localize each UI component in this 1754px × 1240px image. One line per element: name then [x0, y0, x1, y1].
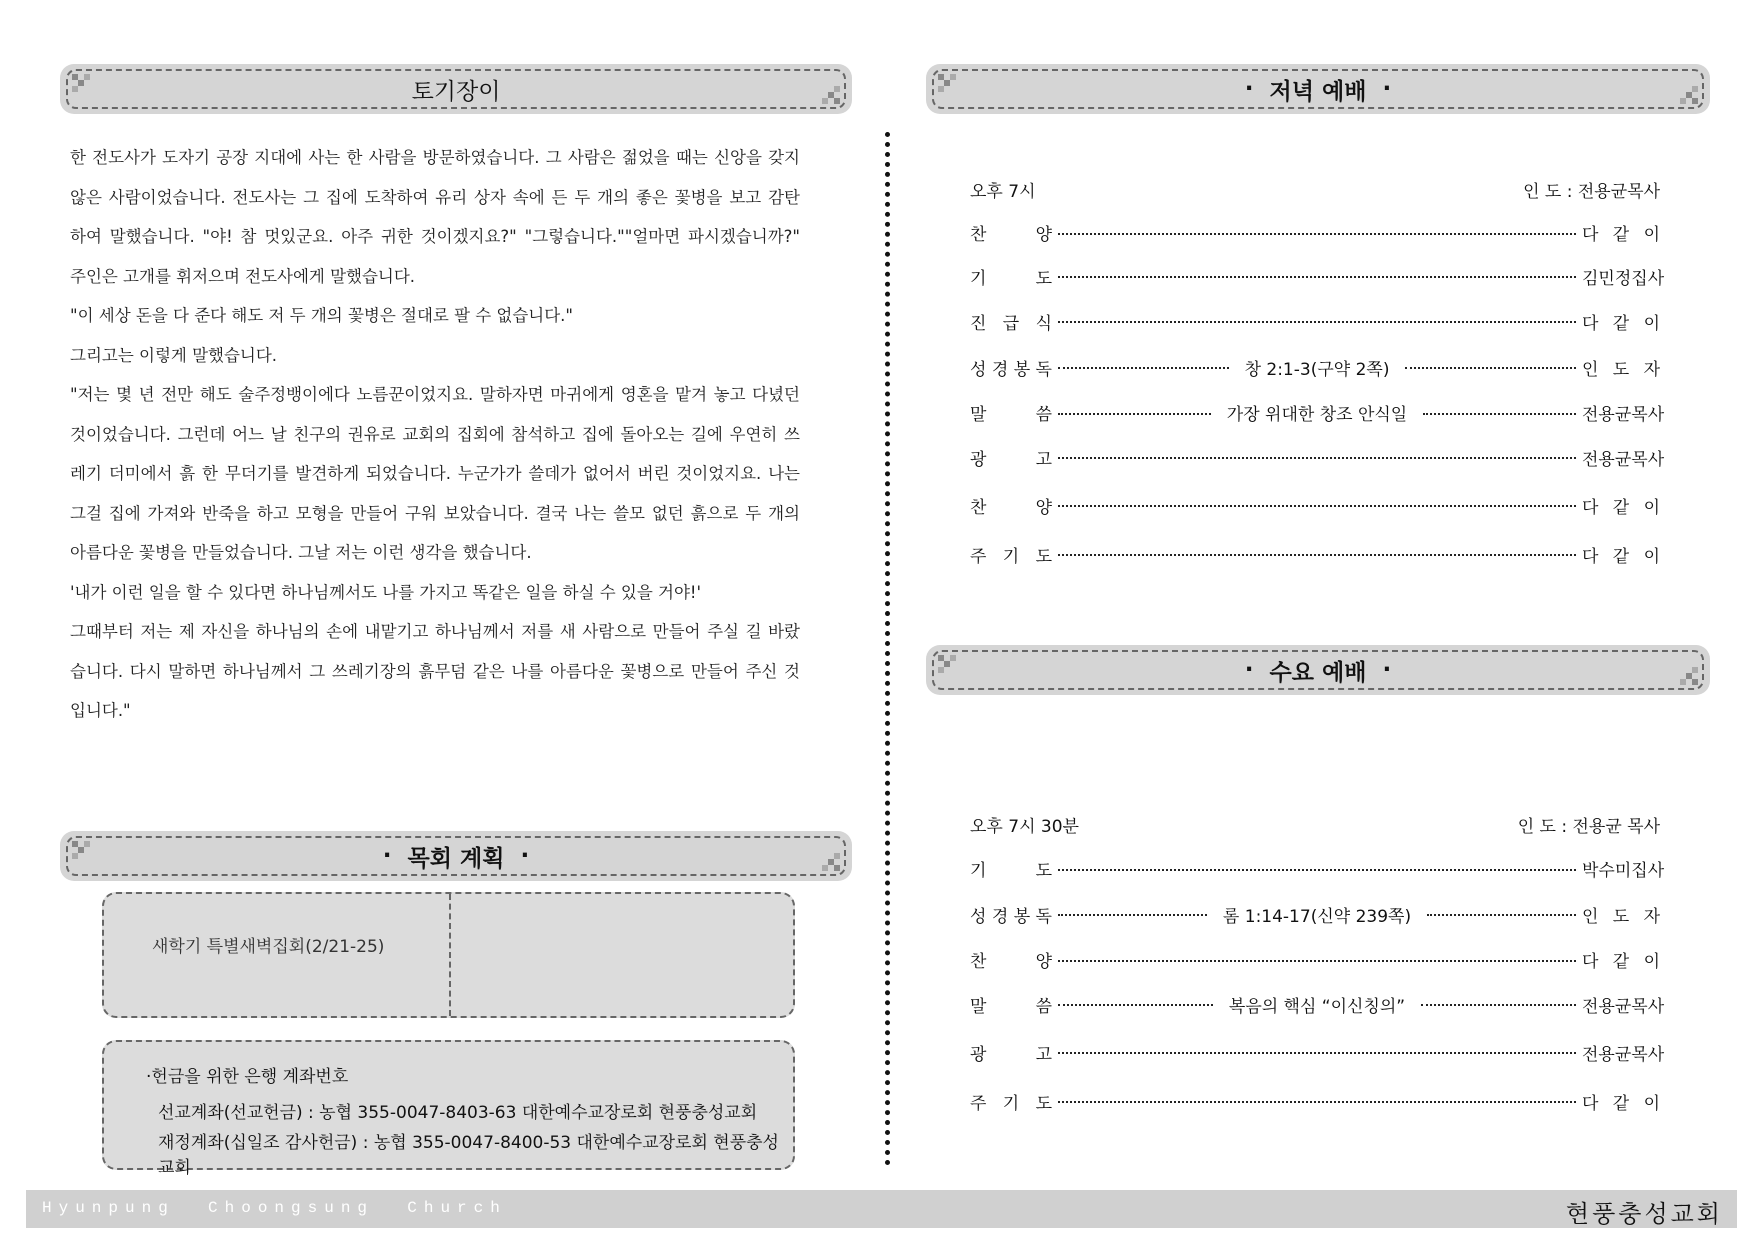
order-row	[970, 211, 1660, 254]
dot-leader	[1058, 554, 1576, 556]
order-label-char: 도	[1035, 1093, 1052, 1114]
order-label-char: 경	[991, 359, 1009, 380]
dot-leader	[1423, 413, 1576, 415]
dot-leader	[1421, 1004, 1576, 1006]
bullet: ·	[520, 843, 530, 869]
order-label-char: 기	[970, 268, 987, 289]
dot-leader	[1058, 960, 1576, 962]
order-row	[970, 531, 1660, 577]
order-row	[970, 390, 1665, 435]
order-label-char: 고	[1035, 449, 1052, 470]
order-person	[1582, 355, 1660, 380]
order-person	[1582, 902, 1660, 927]
dot-leader	[1058, 457, 1576, 459]
dot-leader	[1058, 1052, 1576, 1054]
story-line: '내가 이런 일을 할 수 있다면 하나님께서도 나를 가지고 똑같은 일을 하실 수 있을 거야!'	[70, 582, 702, 602]
bank-line-finance: 재정계좌(십일조 감사헌금) : 농협 355-0047-8400-53 대한예수교장로회 현풍충성교회	[158, 1133, 779, 1178]
order-label-char: 급	[1002, 313, 1020, 334]
order-person: 전용균목사	[1582, 405, 1665, 425]
story-line: "저는 몇 년 전만 해도 술주정뱅이에다 노름꾼이었지요. 말하자면 마귀에게 영혼을 맡겨 놓고 다녔던	[70, 385, 800, 404]
order-label	[970, 947, 1052, 972]
order-person-char: 자	[1643, 906, 1660, 927]
bank-line-mission: 선교계좌(선교헌금) : 농협 355-0047-8403-63 대한예수교장로회 현풍충성교회	[158, 1103, 758, 1123]
dot-leader	[1058, 914, 1207, 916]
order-label-char: 도	[1035, 861, 1052, 881]
order-label	[970, 445, 1052, 470]
order-label-char: 진	[970, 313, 987, 334]
page-divider	[885, 132, 890, 1166]
order-label	[970, 309, 1052, 334]
order-label-char: 광	[970, 1044, 987, 1065]
order-label-char: 양	[1035, 497, 1052, 518]
plan-item: 새학기 특별새벽집회(2/21-25)	[152, 937, 385, 957]
dot-leader	[1058, 321, 1576, 323]
order-person-char: 다	[1582, 952, 1599, 972]
order-label	[970, 400, 1052, 425]
order-label-char: 도	[1035, 546, 1052, 567]
bank-account-box	[102, 1040, 795, 1178]
order-label-char: 독	[1035, 906, 1052, 927]
order-label	[970, 1089, 1052, 1114]
story-line: 입니다."	[70, 701, 131, 720]
order-person: 박수미집사	[1582, 861, 1665, 881]
order-person-char: 같	[1612, 1093, 1630, 1114]
order-person-char: 같	[1612, 313, 1630, 334]
evening-title: 저녁 예배	[1269, 78, 1367, 105]
order-label-char: 성	[970, 359, 987, 380]
story-line: 하여 말했습니다. "야! 참 멋있군요. 아주 귀한 것이겠지요?" "그렇습니다.""얼마면 파시겠습니까?"	[70, 227, 800, 246]
order-label	[970, 264, 1052, 289]
footer-bar	[26, 1190, 1737, 1228]
order-person-char: 다	[1582, 497, 1599, 518]
dot-leader	[1058, 1004, 1213, 1006]
order-person-char: 다	[1582, 546, 1599, 567]
order-label-char: 찬	[970, 952, 987, 972]
order-label-char: 말	[970, 405, 987, 425]
order-label-char: 독	[1035, 359, 1052, 380]
order-detail: 롬 1:14-17(신약 239쪽)	[1222, 906, 1412, 927]
order-person-char: 다	[1582, 1093, 1599, 1114]
order-person-char: 이	[1643, 497, 1660, 518]
order-label-char: 찬	[970, 497, 987, 518]
order-person-char: 도	[1612, 359, 1630, 380]
story-body	[70, 148, 800, 741]
order-person-char: 인	[1582, 359, 1599, 380]
order-person	[1582, 220, 1660, 245]
order-label-char: 양	[1035, 952, 1052, 972]
order-row	[970, 846, 1665, 891]
order-person	[1582, 947, 1660, 972]
order-person-char: 이	[1643, 546, 1660, 567]
order-label-char: 봉	[1013, 906, 1031, 927]
story-line: 습니다. 다시 말하면 하나님께서 그 쓰레기장의 흙무덤 같은 나를 아름다운 꽃병으로 만들어 주신 것	[70, 661, 800, 681]
order-person-char: 인	[1582, 906, 1599, 927]
plan-header	[60, 831, 852, 881]
order-label-char: 도	[1035, 268, 1052, 289]
evening-time: 오후 7시	[970, 182, 1036, 202]
order-label-char: 식	[1035, 313, 1052, 334]
order-person-char: 자	[1643, 359, 1661, 380]
wednesday-title: 수요 예배	[1269, 659, 1367, 686]
order-label-char: 기	[970, 861, 987, 881]
order-person-char: 같	[1612, 952, 1630, 972]
plan-box	[102, 892, 795, 1018]
wednesday-header	[926, 645, 1710, 695]
order-label	[970, 902, 1052, 927]
dot-leader	[1058, 367, 1229, 369]
order-person: 전용균목사	[1582, 996, 1665, 1017]
dot-leader	[1058, 505, 1576, 507]
order-row	[970, 1026, 1665, 1078]
order-detail: 복음의 핵심 “이신칭의”	[1228, 996, 1406, 1017]
order-row	[970, 937, 1660, 982]
order-row	[970, 891, 1660, 937]
story-line: 주인은 고개를 휘저으며 전도사에게 말했습니다.	[70, 266, 416, 286]
wednesday-leader: 인 도 : 전용균 목사	[1517, 817, 1660, 837]
footer-church-name: 현풍충성교회	[1565, 1200, 1723, 1228]
order-row	[970, 435, 1665, 479]
order-person-char: 도	[1612, 906, 1630, 927]
story-line: 레기 더미에서 흙 한 무더기를 발견하게 되었습니다. 누군가가 쓸데가 없어서 버린 것이었지요. 나는	[70, 464, 800, 483]
order-person-char: 같	[1612, 546, 1630, 567]
order-person	[1582, 542, 1660, 567]
order-label	[970, 992, 1052, 1017]
order-detail: 가장 위대한 창조 안식일	[1226, 405, 1408, 425]
order-person-char: 이	[1643, 1093, 1660, 1114]
order-person	[1582, 493, 1660, 518]
order-person-char: 다	[1582, 313, 1599, 334]
bullet: ·	[1382, 657, 1392, 683]
order-label	[970, 542, 1052, 567]
evening-header	[926, 64, 1710, 114]
story-line: "이 세상 돈을 다 준다 해도 저 두 개의 꽃병은 절대로 팔 수 없습니다."	[70, 306, 574, 325]
dot-leader	[1427, 914, 1576, 916]
wednesday-time: 오후 7시 30분	[970, 817, 1079, 837]
plan-title: 목회 계획	[407, 845, 505, 872]
dot-leader	[1058, 233, 1576, 235]
order-row	[970, 344, 1660, 390]
order-label-char: 고	[1035, 1044, 1052, 1065]
story-line: 한 전도사가 도자기 공장 지대에 사는 한 사람을 방문하였습니다. 그 사람은 젊었을 때는 신앙을 갖지	[70, 148, 800, 167]
order-person-char: 이	[1643, 313, 1660, 334]
dot-leader	[1405, 367, 1576, 369]
order-label-char: 기	[1002, 1093, 1020, 1114]
order-label-char: 씀	[1035, 996, 1052, 1017]
wednesday-order	[970, 803, 1665, 1124]
order-row	[970, 254, 1665, 298]
order-label	[970, 1040, 1052, 1065]
order-person: 김민정집사	[1582, 268, 1665, 289]
order-label	[970, 220, 1052, 245]
order-label-char: 주	[970, 546, 987, 567]
order-row	[970, 982, 1665, 1026]
order-label-char: 찬	[970, 225, 987, 245]
order-label-char: 광	[970, 449, 987, 470]
bullet: ·	[1244, 657, 1254, 683]
story-line: 것이었습니다. 그런데 어느 날 친구의 권유로 교회의 집회에 참석하고 집에 돌아오는 길에 우연히 쓰	[70, 424, 800, 444]
order-label-char: 주	[970, 1093, 987, 1114]
order-person: 전용균목사	[1582, 1044, 1665, 1065]
dot-leader	[1058, 1101, 1576, 1103]
bullet: ·	[1244, 76, 1254, 102]
dot-leader	[1058, 413, 1211, 415]
order-person	[1582, 309, 1660, 334]
order-label-char: 기	[1002, 546, 1020, 567]
order-person-char: 이	[1643, 225, 1660, 245]
order-person: 전용균목사	[1582, 449, 1665, 470]
story-line: 그때부터 저는 제 자신을 하나님의 손에 내맡기고 하나님께서 저를 새 사람으로 만들어 주실 길 바랐	[70, 622, 800, 641]
order-label-char: 양	[1035, 225, 1052, 245]
footer-english-name: Hyunpung Choongsung Church	[42, 1199, 507, 1217]
bullet: ·	[1382, 76, 1392, 102]
story-line: 그리고는 이렇게 말했습니다.	[70, 345, 278, 365]
story-title: 토기장이	[411, 78, 501, 105]
order-row	[970, 479, 1660, 531]
story-line: 그걸 집에 가져와 반죽을 하고 모형을 만들어 구워 보았습니다. 결국 나는 쓸모 없던 흙으로 두 개의	[70, 503, 800, 523]
dot-leader	[1058, 276, 1576, 278]
order-label	[970, 493, 1052, 518]
bullet: ·	[382, 843, 392, 869]
order-label-char: 경	[991, 906, 1009, 927]
order-label	[970, 856, 1052, 881]
dot-leader	[1058, 869, 1576, 871]
order-label-char: 말	[970, 996, 987, 1017]
order-person	[1582, 1089, 1660, 1114]
order-row	[970, 298, 1660, 344]
order-detail: 창 2:1-3(구약 2쪽)	[1244, 359, 1390, 380]
order-label-char: 성	[970, 906, 987, 927]
order-label-char: 씀	[1035, 405, 1052, 425]
order-person-char: 다	[1582, 225, 1599, 245]
story-line: 아름다운 꽃병을 만들었습니다. 그날 저는 이런 생각을 했습니다.	[70, 543, 532, 562]
order-person-char: 이	[1643, 952, 1660, 972]
evening-order	[970, 168, 1665, 577]
order-label-char: 봉	[1013, 359, 1031, 380]
order-person-char: 같	[1612, 497, 1630, 518]
story-line: 않은 사람이었습니다. 전도사는 그 집에 도착하여 유리 상자 속에 든 두 개의 좋은 꽃병을 보고 감탄	[70, 187, 800, 207]
evening-leader: 인 도 : 전용균목사	[1523, 182, 1660, 202]
order-label	[970, 355, 1052, 380]
bank-title: ·헌금을 위한 은행 계좌번호	[146, 1067, 349, 1087]
order-row	[970, 1078, 1660, 1124]
order-person-char: 같	[1612, 225, 1630, 245]
story-header	[60, 64, 852, 114]
